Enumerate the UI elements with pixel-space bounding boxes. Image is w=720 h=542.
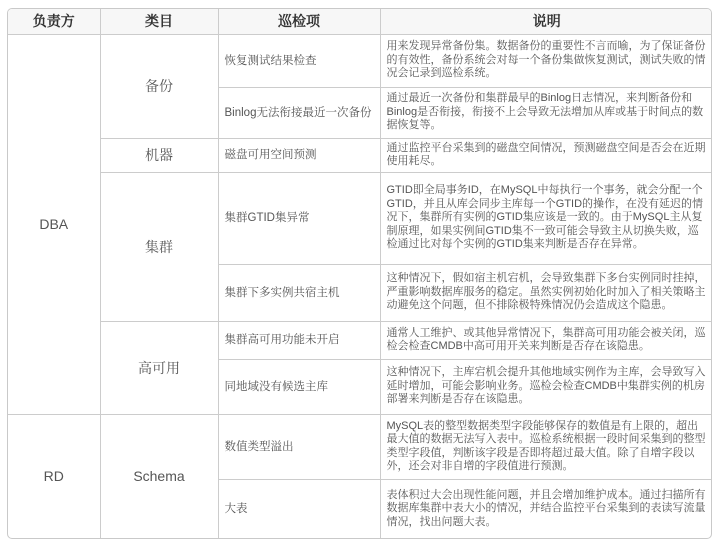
table-row bbox=[8, 414, 712, 479]
inspection-item: Binlog无法衔接最近一次备份 bbox=[218, 87, 380, 138]
item-description: 这种情况下，主库宕机会提升其他地域实例作为主库，会导致写入延时增加，可能会影响业务。巡检会检查CMDB中集群实例的机房部署来判断是否存在该隐患。 bbox=[380, 359, 712, 414]
category-cell-schema: Schema bbox=[100, 414, 218, 538]
inspection-item: 集群高可用功能未开启 bbox=[218, 321, 380, 359]
category-cell-ha: 高可用 bbox=[100, 321, 218, 414]
table-row bbox=[8, 138, 712, 172]
item-description: 这种情况下，假如宿主机宕机，会导致集群下多台实例同时挂掉，严重影响数据库服务的稳定。虽然实例初始化时加入了相关策略主动避免这个问题，但不排除极特殊情况仍会造成这个隐患。 bbox=[380, 264, 712, 321]
item-description: MySQL表的整型数据类型字段能够保存的数值是有上限的，超出最大值的数据无法写入表中。巡检系统根据一段时间采集到的整型类型字段值，判断该字段是否即将超过最大值。除了自增字段以外，还会对非自增的字段值进行预测。 bbox=[380, 414, 712, 479]
owner-cell-dba: DBA bbox=[8, 34, 100, 414]
column-header-item: 巡检项 bbox=[218, 9, 380, 34]
owner-cell-rd: RD bbox=[8, 414, 100, 538]
table-row bbox=[8, 321, 712, 359]
category-cell-machine: 机器 bbox=[100, 138, 218, 172]
inspection-item: 集群下多实例共宿主机 bbox=[218, 264, 380, 321]
inspection-item: 大表 bbox=[218, 479, 380, 538]
inspection-item: 磁盘可用空间预测 bbox=[218, 138, 380, 172]
inspection-item: 同地域没有候选主库 bbox=[218, 359, 380, 414]
item-description: 通过最近一次备份和集群最早的Binlog日志情况，来判断备份和Binlog是否衔接，衔接不上会导致无法增加从库或基于时间点的数据恢复等。 bbox=[380, 87, 712, 138]
inspection-table-container bbox=[7, 8, 712, 539]
table-row bbox=[8, 34, 712, 87]
column-header-description: 说明 bbox=[380, 9, 712, 34]
category-cell-cluster: 集群 bbox=[100, 172, 218, 321]
item-description: 通常人工维护、或其他异常情况下，集群高可用功能会被关闭，巡检会检查CMDB中高可用开关来判断是否存在该隐患。 bbox=[380, 321, 712, 359]
inspection-item: 恢复测试结果检查 bbox=[218, 34, 380, 87]
item-description: GTID即全局事务ID，在MySQL中每执行一个事务，就会分配一个GTID，并且从库会同步主库每一个GTID的操作，在没有延迟的情况下，集群所有实例的GTID集应该是一致的。由于MySQL主从复制原理，如果实例间GTID集不一致可能会导致主从切换失败，巡检通过比对每个实例的GTID集来判断是否存在异常。 bbox=[380, 172, 712, 264]
column-header-category: 类目 bbox=[100, 9, 218, 34]
item-description: 表体积过大会出现性能问题，并且会增加维护成本。通过扫描所有数据库集群中表大小的情况，并结合监控平台采集到的表读写流量情况，找出问题大表。 bbox=[386, 488, 706, 528]
item-description: 通过监控平台采集到的磁盘空间情况，预测磁盘空间是否会在近期使用耗尽。 bbox=[380, 138, 712, 172]
item-description: 用来发现异常备份集。数据备份的重要性不言而喻，为了保证备份的有效性，备份系统会对每一个备份集做恢复测试，测试失败的情况会记录到巡检系统。 bbox=[380, 34, 712, 87]
inspection-table bbox=[8, 9, 712, 538]
column-header-owner: 负责方 bbox=[8, 9, 100, 34]
table-row bbox=[8, 172, 712, 264]
header-row bbox=[8, 9, 712, 34]
category-cell-backup: 备份 bbox=[100, 34, 218, 138]
inspection-item: 集群GTID集异常 bbox=[218, 172, 380, 264]
inspection-item: 数值类型溢出 bbox=[218, 414, 380, 479]
